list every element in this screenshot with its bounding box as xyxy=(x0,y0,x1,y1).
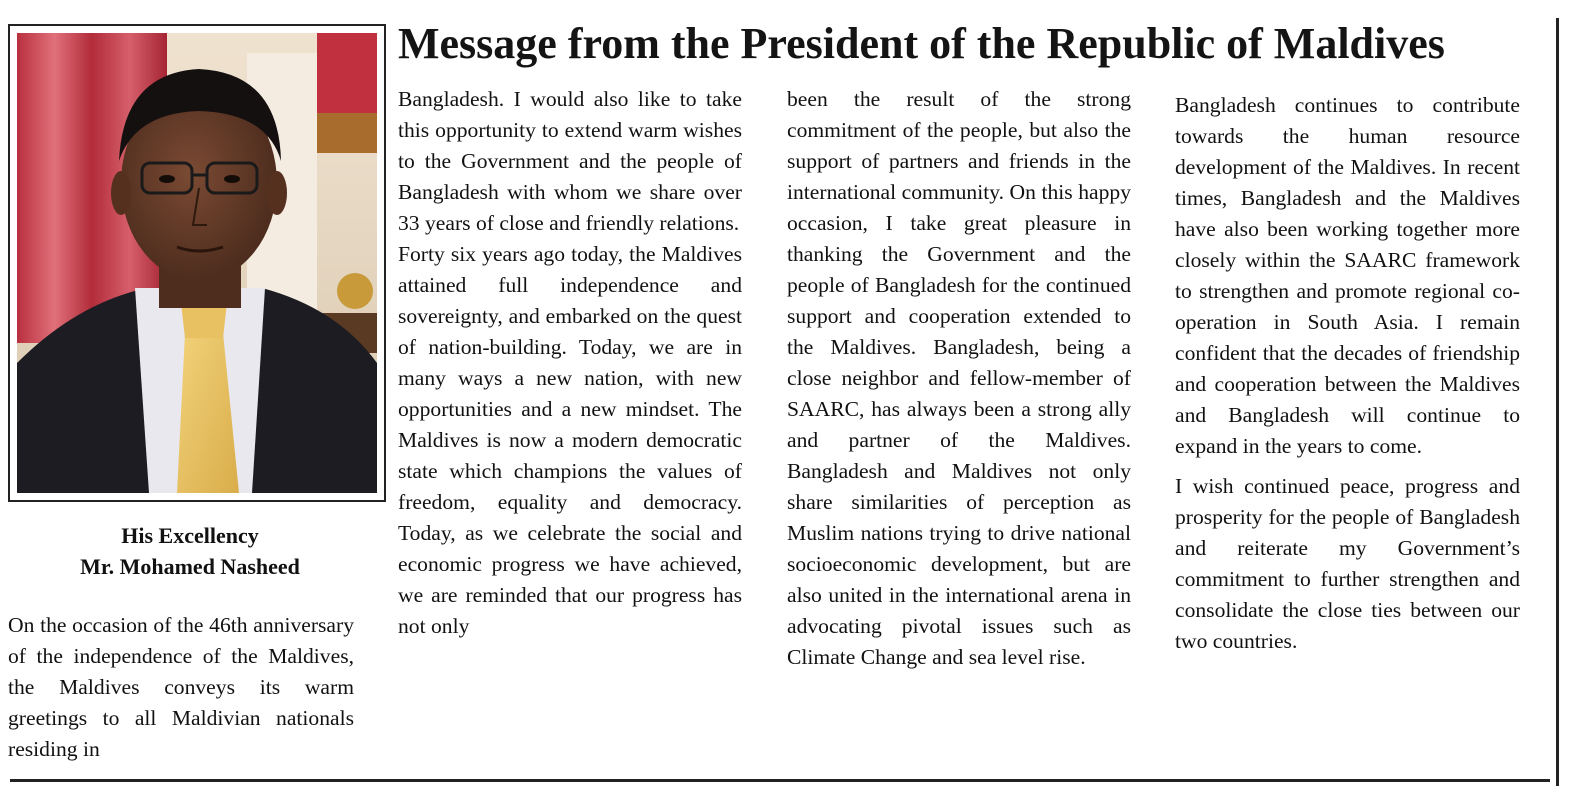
bottom-border-rule xyxy=(10,779,1550,782)
portrait-caption xyxy=(10,520,370,582)
column-2-paragraph-1: Bangladesh. I would also like to take this opportunity to extend warm wishes to the Government and the people of Bangladesh with whom we share over 33 years of close and friendly relations. xyxy=(398,87,742,235)
caption-name: Mr. Mohamed Nasheed xyxy=(80,554,300,579)
column-4-paragraph-1: Bangladesh continues to contribute towards the human resource development of the Maldives. In recent times, Bangladesh and the Maldives have also been working together more closely within the SAARC framework to strengthen and promote regional co-operation in South Asia. I remain confident that the decades of friendship and cooperation between the Maldives and Bangladesh will continue to expand in the years to come. xyxy=(1175,93,1520,458)
text-column-3 xyxy=(787,84,1131,673)
right-border-rule xyxy=(1556,18,1559,786)
text-column-2 xyxy=(398,84,742,642)
text-column-4 xyxy=(1175,90,1520,657)
portrait-photo-frame xyxy=(8,24,386,502)
column-3-paragraph: been the result of the strong commitment of the people, but also the support of partners and friends in the international community. On this happy occasion, I take great pleasure in thanking the Government and the people of Bangladesh for the continued support and cooperation extended to the Maldives. Bangladesh, being a close neighbor and fellow-member of SAARC, has always been a strong ally and partner of the Maldives. Bangladesh and Maldives not only share similarities of perception as Muslim nations trying to drive national socioeconomic development, but are also united in the international arena in advocating pivotal issues such as Climate Change and sea level rise. xyxy=(787,87,1131,669)
portrait-photo xyxy=(17,33,377,493)
column-1-paragraph: On the occasion of the 46th anniversary of the independence of the Maldives, the Maldives conveys its warm greetings to all Maldivian nationals residing in xyxy=(8,613,354,761)
text-column-1 xyxy=(8,610,354,765)
caption-honorific: His Excellency xyxy=(121,523,259,548)
column-4-paragraph-2: I wish continued peace, progress and prosperity for the people of Bangladesh and reiterate my Government’s commitment to further strengthen and consolidate the close ties between our two countries. xyxy=(1175,474,1520,653)
article-title: Message from the President of the Republic of Maldives xyxy=(398,19,1445,68)
column-2-paragraph-2: Forty six years ago today, the Maldives attained full independence and sovereignty, and embarked on the quest of nation-building. Today, we are in many ways a new nation, with new opportunities and a new mindset. The Maldives is now a modern democratic state which champions the values of freedom, equality and democracy. Today, as we celebrate the social and economic progress we have achieved, we are reminded that our progress has not only xyxy=(398,242,742,638)
